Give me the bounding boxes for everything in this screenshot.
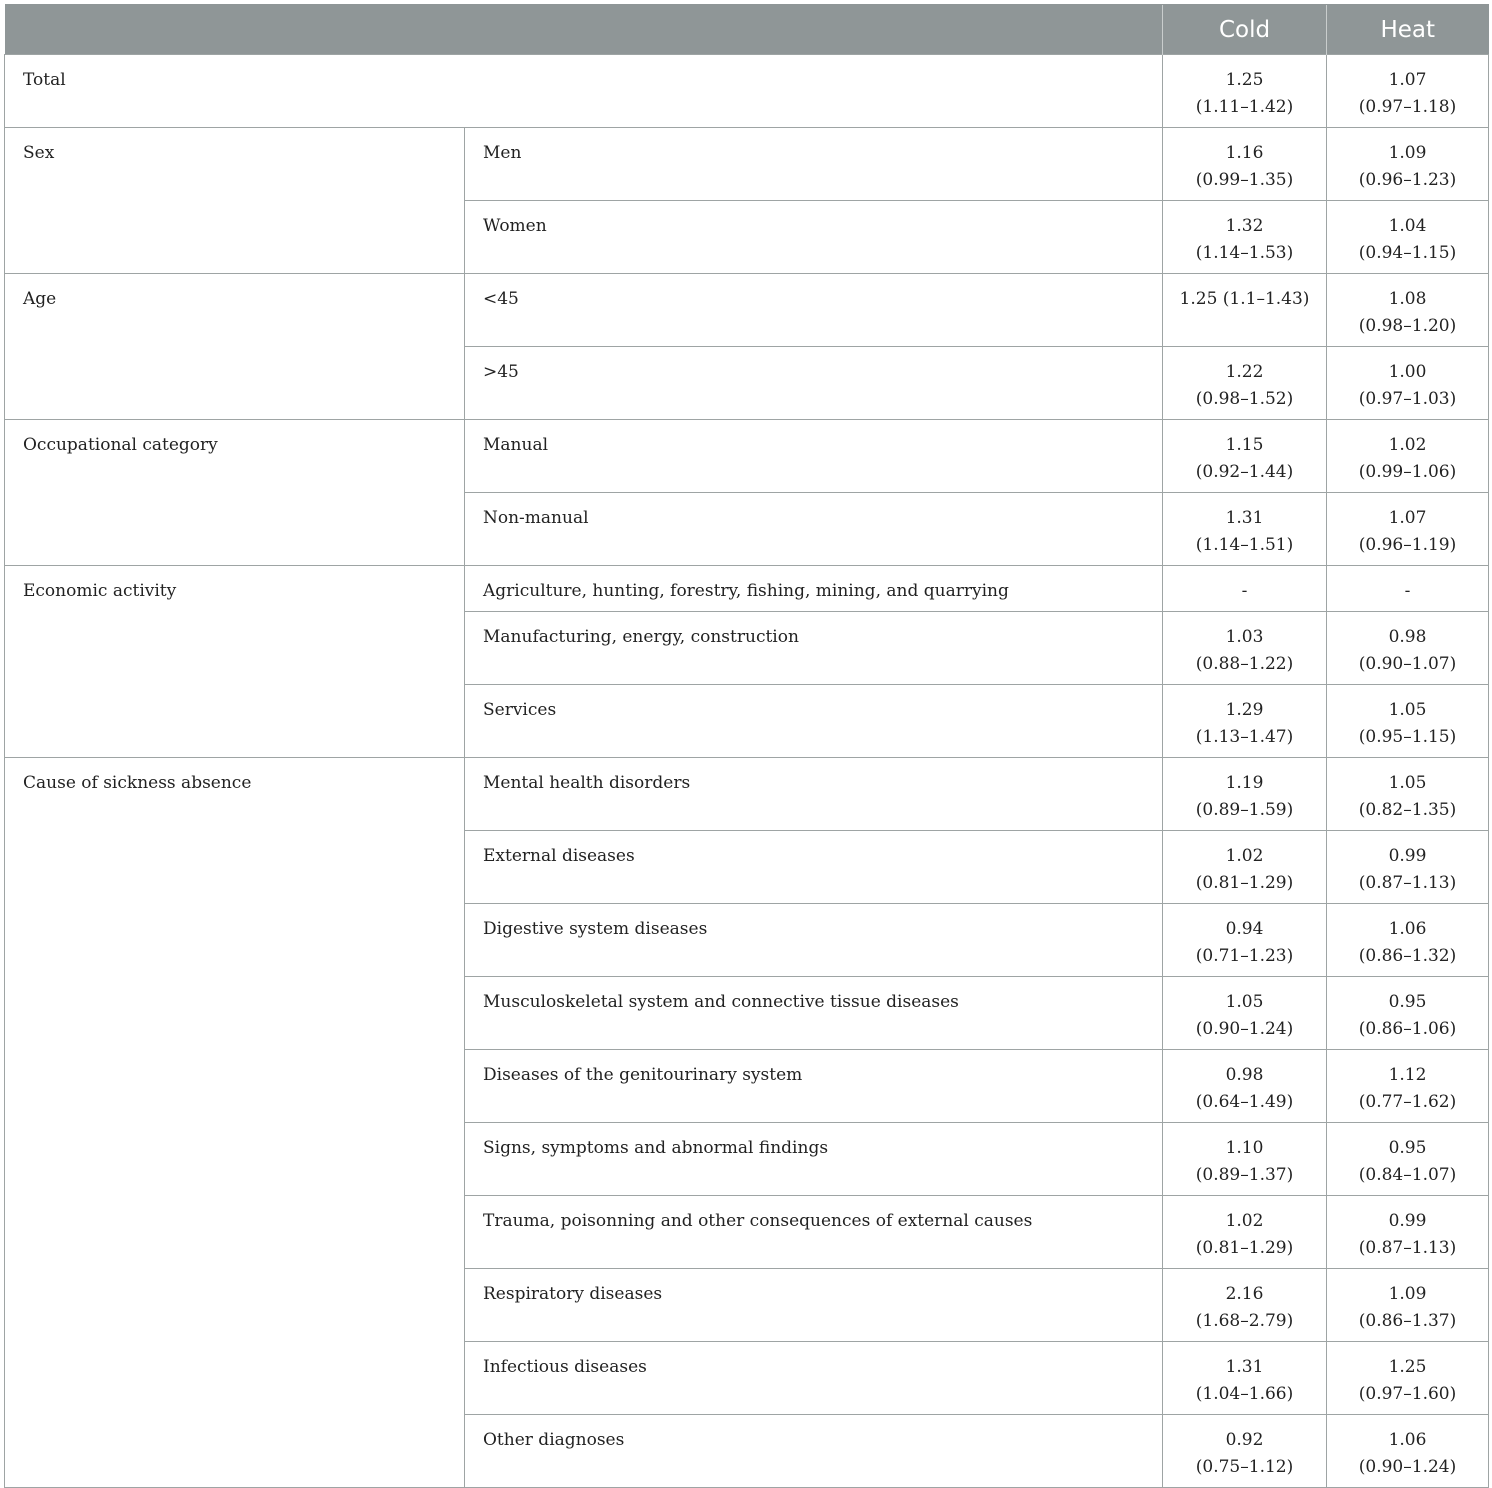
heat-confidence-interval: (0.77–1.62)	[1358, 1092, 1457, 1112]
cold-value-cell	[1163, 493, 1327, 566]
row-label: Trauma, poisonning and other consequences of external causes	[465, 1196, 1163, 1269]
cold-value-cell	[1163, 1415, 1327, 1488]
cold-estimate: 2.16	[1225, 1284, 1264, 1304]
heat-value-cell	[1327, 831, 1489, 904]
row-label: Other diagnoses	[465, 1415, 1163, 1488]
heat-confidence-interval: (0.94–1.15)	[1358, 243, 1457, 263]
heat-confidence-interval: (0.97–1.60)	[1358, 1384, 1457, 1404]
cold-confidence-interval: (0.98–1.52)	[1195, 389, 1294, 409]
heat-value-cell	[1327, 1196, 1489, 1269]
heat-estimate: 1.25	[1388, 1357, 1427, 1377]
heat-value-cell	[1327, 1415, 1489, 1488]
cold-value-cell	[1163, 1050, 1327, 1123]
row-label: Men	[465, 128, 1163, 201]
heat-value-cell	[1327, 274, 1489, 347]
cold-estimate: 1.31	[1225, 508, 1264, 528]
heat-value-cell	[1327, 493, 1489, 566]
row-label: <45	[465, 274, 1163, 347]
heat-value-cell	[1327, 347, 1489, 420]
table-row	[5, 274, 1489, 347]
cold-value-cell	[1163, 685, 1327, 758]
cold-estimate: 1.29	[1225, 700, 1264, 720]
heat-confidence-interval: (0.87–1.13)	[1358, 873, 1457, 893]
row-label: Manufacturing, energy, construction	[465, 612, 1163, 685]
group-label: Economic activity	[5, 566, 465, 758]
heat-value-cell	[1327, 758, 1489, 831]
cold-value-cell	[1163, 1269, 1327, 1342]
cold-estimate: 1.02	[1225, 1211, 1264, 1231]
heat-estimate: 0.95	[1388, 1138, 1427, 1158]
cold-estimate: 1.02	[1225, 846, 1264, 866]
cold-estimate: 0.98	[1225, 1065, 1264, 1085]
cold-value-cell	[1163, 128, 1327, 201]
row-label: Diseases of the genitourinary system	[465, 1050, 1163, 1123]
heat-confidence-interval: (0.86–1.37)	[1358, 1311, 1457, 1331]
heat-value-cell	[1327, 1269, 1489, 1342]
heat-estimate: -	[1404, 581, 1411, 601]
heat-value-cell	[1327, 1123, 1489, 1196]
group-label: Occupational category	[5, 420, 465, 566]
cold-confidence-interval: (1.04–1.66)	[1195, 1384, 1294, 1404]
row-label: Infectious diseases	[465, 1342, 1163, 1415]
cold-confidence-interval: (0.99–1.35)	[1195, 170, 1294, 190]
heat-value-cell	[1327, 128, 1489, 201]
heat-estimate: 0.98	[1388, 627, 1427, 647]
cold-estimate: 1.32	[1225, 216, 1264, 236]
cold-value-cell	[1163, 1342, 1327, 1415]
heat-estimate: 1.05	[1388, 700, 1427, 720]
heat-value-cell	[1327, 977, 1489, 1050]
total-cold: 1.25 (1.11–1.42)	[1163, 55, 1327, 128]
table-row	[5, 566, 1489, 612]
heat-estimate: 1.02	[1388, 435, 1427, 455]
cold-estimate: 1.31	[1225, 1357, 1264, 1377]
row-label: >45	[465, 347, 1163, 420]
heat-confidence-interval: (0.96–1.23)	[1358, 170, 1457, 190]
cold-confidence-interval: (1.14–1.51)	[1195, 535, 1294, 555]
cold-value-cell	[1163, 831, 1327, 904]
row-label: Women	[465, 201, 1163, 274]
cold-confidence-interval: (0.90–1.24)	[1195, 1019, 1294, 1039]
cold-estimate: 1.16	[1225, 143, 1264, 163]
group-label: Cause of sickness absence	[5, 758, 465, 1488]
table-row	[5, 758, 1489, 831]
row-label: Respiratory diseases	[465, 1269, 1163, 1342]
heat-value-cell	[1327, 612, 1489, 685]
row-label: Agriculture, hunting, forestry, fishing, mining, and quarrying	[465, 566, 1163, 612]
cold-estimate: 1.05	[1225, 992, 1264, 1012]
table-header-row	[5, 5, 1489, 55]
cold-confidence-interval: (0.64–1.49)	[1195, 1092, 1294, 1112]
heat-confidence-interval: (0.82–1.35)	[1358, 800, 1457, 820]
heat-value-cell	[1327, 1050, 1489, 1123]
heat-estimate: 0.99	[1388, 846, 1427, 866]
row-label: Signs, symptoms and abnormal findings	[465, 1123, 1163, 1196]
heat-confidence-interval: (0.87–1.13)	[1358, 1238, 1457, 1258]
cold-confidence-interval: (0.89–1.59)	[1195, 800, 1294, 820]
cold-value-cell	[1163, 347, 1327, 420]
cold-estimate: -	[1241, 581, 1248, 601]
cold-confidence-interval: (0.71–1.23)	[1195, 946, 1294, 966]
group-label: Sex	[5, 128, 465, 274]
heat-confidence-interval: (0.97–1.03)	[1358, 389, 1457, 409]
cold-confidence-interval: (1.13–1.47)	[1195, 727, 1294, 747]
heat-confidence-interval: (0.99–1.06)	[1358, 462, 1457, 482]
heat-estimate: 0.95	[1388, 992, 1427, 1012]
cold-value-cell	[1163, 1123, 1327, 1196]
heat-confidence-interval: (0.84–1.07)	[1358, 1165, 1457, 1185]
heat-estimate: 1.09	[1388, 1284, 1427, 1304]
header-cold: Cold	[1163, 5, 1327, 55]
heat-value-cell	[1327, 566, 1489, 612]
cold-estimate: 0.94	[1225, 919, 1264, 939]
cold-confidence-interval: (0.89–1.37)	[1195, 1165, 1294, 1185]
cold-estimate: 1.25 (1.1–1.43)	[1179, 289, 1310, 309]
cold-value-cell	[1163, 1196, 1327, 1269]
cold-confidence-interval: (0.88–1.22)	[1195, 654, 1294, 674]
heat-value-cell	[1327, 904, 1489, 977]
cold-confidence-interval: (0.81–1.29)	[1195, 1238, 1294, 1258]
heat-estimate: 1.09	[1388, 143, 1427, 163]
cold-estimate: 1.03	[1225, 627, 1264, 647]
heat-value-cell	[1327, 420, 1489, 493]
heat-estimate: 1.00	[1388, 362, 1427, 382]
heat-confidence-interval: (0.98–1.20)	[1358, 316, 1457, 336]
heat-confidence-interval: (0.86–1.06)	[1358, 1019, 1457, 1039]
table-row	[5, 420, 1489, 493]
cold-confidence-interval: (0.81–1.29)	[1195, 873, 1294, 893]
heat-estimate: 1.04	[1388, 216, 1427, 236]
cold-estimate: 1.19	[1225, 773, 1264, 793]
row-label: Digestive system diseases	[465, 904, 1163, 977]
row-label: Manual	[465, 420, 1163, 493]
cold-confidence-interval: (0.75–1.12)	[1195, 1457, 1294, 1477]
table-row	[5, 128, 1489, 201]
heat-estimate: 0.99	[1388, 1211, 1427, 1231]
heat-value-cell	[1327, 1342, 1489, 1415]
heat-confidence-interval: (0.90–1.24)	[1358, 1457, 1457, 1477]
cold-value-cell	[1163, 758, 1327, 831]
heat-value-cell	[1327, 685, 1489, 758]
heat-estimate: 1.08	[1388, 289, 1427, 309]
row-label: Mental health disorders	[465, 758, 1163, 831]
heat-estimate: 1.07	[1388, 508, 1427, 528]
header-heat: Heat	[1327, 5, 1489, 55]
heat-confidence-interval: (0.96–1.19)	[1358, 535, 1457, 555]
cold-value-cell	[1163, 977, 1327, 1050]
heat-confidence-interval: (0.95–1.15)	[1358, 727, 1457, 747]
group-label: Age	[5, 274, 465, 420]
header-group	[5, 5, 1163, 55]
cold-confidence-interval: (1.68–2.79)	[1195, 1311, 1294, 1331]
cold-estimate: 0.92	[1225, 1430, 1264, 1450]
cold-value-cell	[1163, 566, 1327, 612]
row-label: External diseases	[465, 831, 1163, 904]
table-row-total	[5, 55, 1489, 128]
heat-estimate: 1.06	[1388, 919, 1427, 939]
row-label: Musculoskeletal system and connective tissue diseases	[465, 977, 1163, 1050]
total-label: Total	[5, 55, 1163, 128]
cold-value-cell	[1163, 201, 1327, 274]
heat-estimate: 1.06	[1388, 1430, 1427, 1450]
results-table	[4, 4, 1489, 1488]
heat-value-cell	[1327, 201, 1489, 274]
heat-estimate: 1.05	[1388, 773, 1427, 793]
cold-estimate: 1.22	[1225, 362, 1264, 382]
cold-estimate: 1.15	[1225, 435, 1264, 455]
cold-estimate: 1.10	[1225, 1138, 1264, 1158]
heat-confidence-interval: (0.90–1.07)	[1358, 654, 1457, 674]
heat-estimate: 1.12	[1388, 1065, 1427, 1085]
cold-confidence-interval: (0.92–1.44)	[1195, 462, 1294, 482]
row-label: Non-manual	[465, 493, 1163, 566]
row-label: Services	[465, 685, 1163, 758]
cold-confidence-interval: (1.14–1.53)	[1195, 243, 1294, 263]
cold-value-cell	[1163, 420, 1327, 493]
cold-value-cell	[1163, 904, 1327, 977]
cold-value-cell	[1163, 274, 1327, 347]
cold-value-cell	[1163, 612, 1327, 685]
total-heat: 1.07 (0.97–1.18)	[1327, 55, 1489, 128]
heat-confidence-interval: (0.86–1.32)	[1358, 946, 1457, 966]
